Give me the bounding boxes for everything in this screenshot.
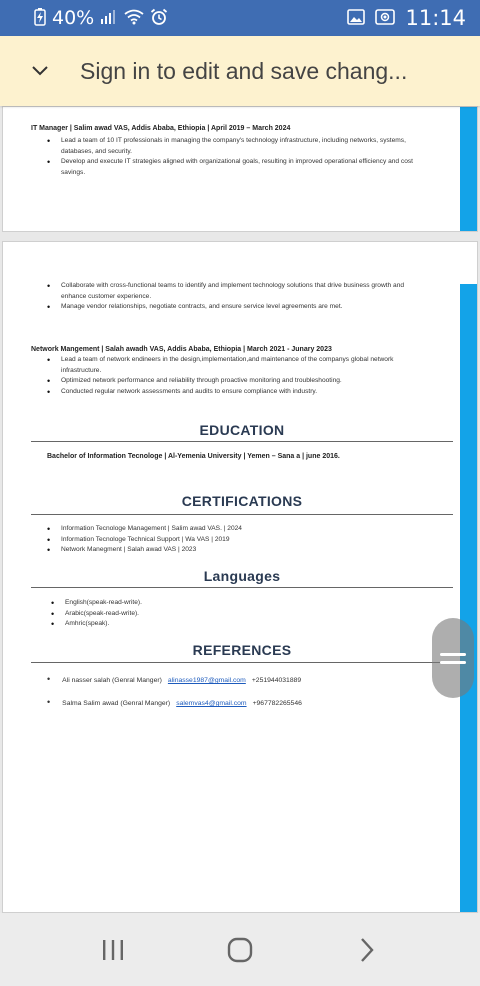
reference-email-link[interactable]: salemvas4@gmail.com xyxy=(176,700,247,707)
job-bullets xyxy=(33,281,453,313)
sign-in-banner[interactable] xyxy=(0,36,480,106)
reference-row: • Ali nasser salah (Genral Manger) alinasse1987@gmail.com +251944031889 xyxy=(47,674,302,684)
document-page-2 xyxy=(2,241,478,913)
certifications-list xyxy=(33,524,453,556)
section-divider xyxy=(31,441,453,442)
list-item: • English(speak-read-write). xyxy=(37,598,437,609)
image-icon xyxy=(347,9,365,28)
reference-email-link[interactable]: alinasse1987@gmail.com xyxy=(167,677,246,684)
screen-record-icon xyxy=(375,9,395,28)
section-divider xyxy=(31,662,453,663)
reference-phone: +967782265546 xyxy=(252,700,302,707)
recent-apps-icon[interactable] xyxy=(83,925,143,975)
battery-percent: 40% xyxy=(52,7,95,29)
alarm-icon xyxy=(150,8,168,29)
reference-phone: +251944031889 xyxy=(251,677,302,684)
list-item: • Lead a team of 10 IT professionals in managing the company's technology infrastructure, including networks, systems, xyxy=(33,136,453,147)
list-item: • Conducted regular network assessments and audits to ensure compliance with industry. xyxy=(33,387,453,398)
clock: 11:14 xyxy=(405,6,466,30)
wifi-icon xyxy=(124,9,144,28)
list-item: • Information Tecnologe Technical Support | Wa VAS | 2019 xyxy=(33,535,453,546)
banner-text[interactable]: Sign in to edit and save chang... xyxy=(80,57,408,84)
job-title: Network Mangement | Salah awadh VAS, Addis Ababa, Ethiopia | March 2021 - Junary 2023 xyxy=(31,346,332,353)
list-item: enhance customer experience. xyxy=(61,292,152,300)
section-divider xyxy=(31,587,453,588)
status-bar xyxy=(0,0,480,36)
list-item: • Amhric(speak). xyxy=(37,619,437,630)
languages-heading: Languages xyxy=(203,568,281,584)
reference-name: Ali nasser salah (Genral Manger) xyxy=(62,677,162,684)
job-bullets xyxy=(33,136,453,178)
page-accent-bar xyxy=(460,107,477,232)
list-item: • Develop and execute IT strategies aligned with organizational goals, resulting in improved operational efficiency and cost xyxy=(33,157,453,168)
job-title: IT Manager | Salim awad VAS, Addis Ababa, Ethiopia | April 2019 – March 2024 xyxy=(31,125,291,132)
list-item: • Arabic(speak-read-write). xyxy=(37,609,437,620)
list-item: • Collaborate with cross-functional teams to identify and implement technology solutions that drive business growth and xyxy=(33,281,453,292)
certifications-heading: CERTIFICATIONS xyxy=(181,493,303,509)
home-icon[interactable] xyxy=(210,925,270,975)
section-divider xyxy=(31,514,453,515)
document-page-1 xyxy=(2,106,478,232)
fast-scroll-handle[interactable] xyxy=(432,618,474,698)
languages-list xyxy=(37,598,437,630)
page-accent-bar xyxy=(460,284,477,913)
list-item: databases, and security. xyxy=(61,147,132,155)
list-item: • Network Manegment | Salah awad VAS | 2023 xyxy=(33,545,453,556)
education-entry: Bachelor of Information Tecnologe | Al-Yemenia University | Yemen – Sana a | june 2016. xyxy=(47,453,340,460)
job-bullets xyxy=(33,355,453,397)
list-item: infrastructure. xyxy=(61,366,102,374)
list-item: • Optimized network performance and reliability through proactive monitoring and troubleshooting. xyxy=(33,376,453,387)
signal-icon xyxy=(100,9,118,28)
list-item: • Information Tecnologe Management | Salim awad VAS. | 2024 xyxy=(33,524,453,535)
battery-charging-icon xyxy=(34,8,46,29)
list-item: savings. xyxy=(61,168,86,176)
back-icon[interactable] xyxy=(337,925,397,975)
references-heading: REFERENCES xyxy=(192,642,292,658)
reference-row: • Salma Salim awad (Genral Manger) salemvas4@gmail.com +967782265546 xyxy=(47,697,302,707)
list-item: • Manage vendor relationships, negotiate contracts, and ensure service level agreements are met. xyxy=(33,302,453,313)
navigation-bar xyxy=(0,913,480,986)
education-heading: EDUCATION xyxy=(199,422,285,438)
reference-name: Salma Salim awad (Genral Manger) xyxy=(62,700,171,707)
chevron-down-icon[interactable] xyxy=(0,65,80,77)
list-item: • Lead a team of network endineers in the design,implementation,and maintenance of the companys global network xyxy=(33,355,453,366)
